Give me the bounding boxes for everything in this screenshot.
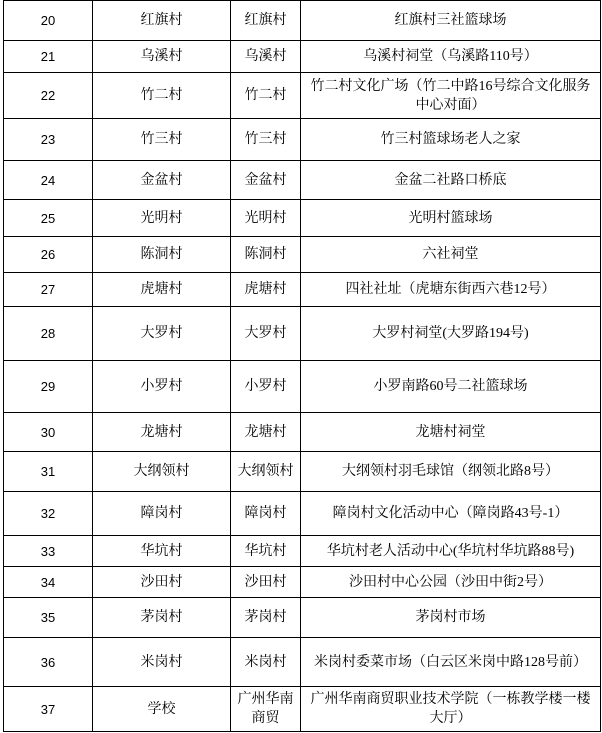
- table-row: [4, 1, 601, 41]
- cell-location: 龙塘村祠堂: [301, 413, 601, 452]
- cell-village-committee: 米岗村: [231, 638, 301, 687]
- cell-village: 茅岗村: [93, 598, 231, 638]
- cell-village-committee: 广州华南商贸: [231, 687, 301, 732]
- cell-number: 28: [4, 307, 93, 361]
- cell-location: 竹三村篮球场老人之家: [301, 119, 601, 161]
- cell-village: 乌溪村: [93, 41, 231, 73]
- cell-village-committee: 竹三村: [231, 119, 301, 161]
- cell-village-committee: 障岗村: [231, 492, 301, 536]
- cell-location: 大纲领村羽毛球馆（纲领北路8号）: [301, 452, 601, 492]
- cell-location: 茅岗村市场: [301, 598, 601, 638]
- cell-village: 竹二村: [93, 73, 231, 119]
- cell-number: 22: [4, 73, 93, 119]
- cell-number: 33: [4, 536, 93, 567]
- cell-location: 乌溪村祠堂（乌溪路110号）: [301, 41, 601, 73]
- table-row: [4, 73, 601, 119]
- cell-village-committee: 陈洞村: [231, 237, 301, 273]
- cell-location: 竹二村文化广场（竹二中路16号综合文化服务中心对面）: [301, 73, 601, 119]
- cell-village-committee: 小罗村: [231, 361, 301, 413]
- cell-location: 红旗村三社篮球场: [301, 1, 601, 41]
- cell-village-committee: 茅岗村: [231, 598, 301, 638]
- cell-village: 学校: [93, 687, 231, 732]
- cell-number: 20: [4, 1, 93, 41]
- cell-location: 金盆二社路口桥底: [301, 161, 601, 200]
- cell-village-committee: 乌溪村: [231, 41, 301, 73]
- cell-location: 广州华南商贸职业技术学院（一栋教学楼一楼大厅）: [301, 687, 601, 732]
- cell-number: 21: [4, 41, 93, 73]
- cell-village: 陈洞村: [93, 237, 231, 273]
- table-row: [4, 200, 601, 237]
- cell-number: 25: [4, 200, 93, 237]
- table-row: [4, 361, 601, 413]
- cell-village-committee: 竹二村: [231, 73, 301, 119]
- cell-village: 金盆村: [93, 161, 231, 200]
- table-row: [4, 273, 601, 307]
- cell-village: 龙塘村: [93, 413, 231, 452]
- cell-village: 竹三村: [93, 119, 231, 161]
- table-row: [4, 41, 601, 73]
- cell-village: 障岗村: [93, 492, 231, 536]
- table-row: [4, 237, 601, 273]
- cell-village: 华坑村: [93, 536, 231, 567]
- cell-village-committee: 华坑村: [231, 536, 301, 567]
- cell-number: 35: [4, 598, 93, 638]
- cell-location: 六社祠堂: [301, 237, 601, 273]
- cell-location: 华坑村老人活动中心(华坑村华坑路88号): [301, 536, 601, 567]
- cell-village: 红旗村: [93, 1, 231, 41]
- cell-village-committee: 红旗村: [231, 1, 301, 41]
- cell-number: 23: [4, 119, 93, 161]
- table-body: [4, 1, 601, 732]
- table-row: [4, 687, 601, 732]
- cell-village: 沙田村: [93, 567, 231, 598]
- cell-village-committee: 光明村: [231, 200, 301, 237]
- table-row: [4, 536, 601, 567]
- cell-number: 27: [4, 273, 93, 307]
- cell-location: 障岗村文化活动中心（障岗路43号-1）: [301, 492, 601, 536]
- cell-village: 光明村: [93, 200, 231, 237]
- cell-village: 米岗村: [93, 638, 231, 687]
- table-row: [4, 638, 601, 687]
- table-row: [4, 413, 601, 452]
- cell-location: 光明村篮球场: [301, 200, 601, 237]
- cell-village: 大纲领村: [93, 452, 231, 492]
- cell-number: 30: [4, 413, 93, 452]
- cell-number: 29: [4, 361, 93, 413]
- table-row: [4, 119, 601, 161]
- cell-number: 32: [4, 492, 93, 536]
- table-row: [4, 161, 601, 200]
- cell-location: 四社社址（虎塘东街西六巷12号）: [301, 273, 601, 307]
- cell-village: 小罗村: [93, 361, 231, 413]
- table-row: [4, 452, 601, 492]
- cell-number: 36: [4, 638, 93, 687]
- cell-location: 沙田村中心公园（沙田中街2号）: [301, 567, 601, 598]
- cell-village-committee: 沙田村: [231, 567, 301, 598]
- cell-village-committee: 大罗村: [231, 307, 301, 361]
- cell-village: 大罗村: [93, 307, 231, 361]
- table-row: [4, 492, 601, 536]
- cell-village-committee: 虎塘村: [231, 273, 301, 307]
- table-row: [4, 598, 601, 638]
- table-row: [4, 567, 601, 598]
- cell-village: 虎塘村: [93, 273, 231, 307]
- cell-number: 37: [4, 687, 93, 732]
- cell-number: 24: [4, 161, 93, 200]
- polling-places-table: [3, 0, 601, 732]
- cell-village-committee: 龙塘村: [231, 413, 301, 452]
- cell-village-committee: 金盆村: [231, 161, 301, 200]
- cell-village-committee: 大纲领村: [231, 452, 301, 492]
- table-row: [4, 307, 601, 361]
- cell-location: 小罗南路60号二社篮球场: [301, 361, 601, 413]
- cell-location: 米岗村委菜市场（白云区米岗中路128号前）: [301, 638, 601, 687]
- cell-number: 34: [4, 567, 93, 598]
- cell-number: 26: [4, 237, 93, 273]
- document-page: [3, 0, 600, 732]
- cell-location: 大罗村祠堂(大罗路194号): [301, 307, 601, 361]
- cell-number: 31: [4, 452, 93, 492]
